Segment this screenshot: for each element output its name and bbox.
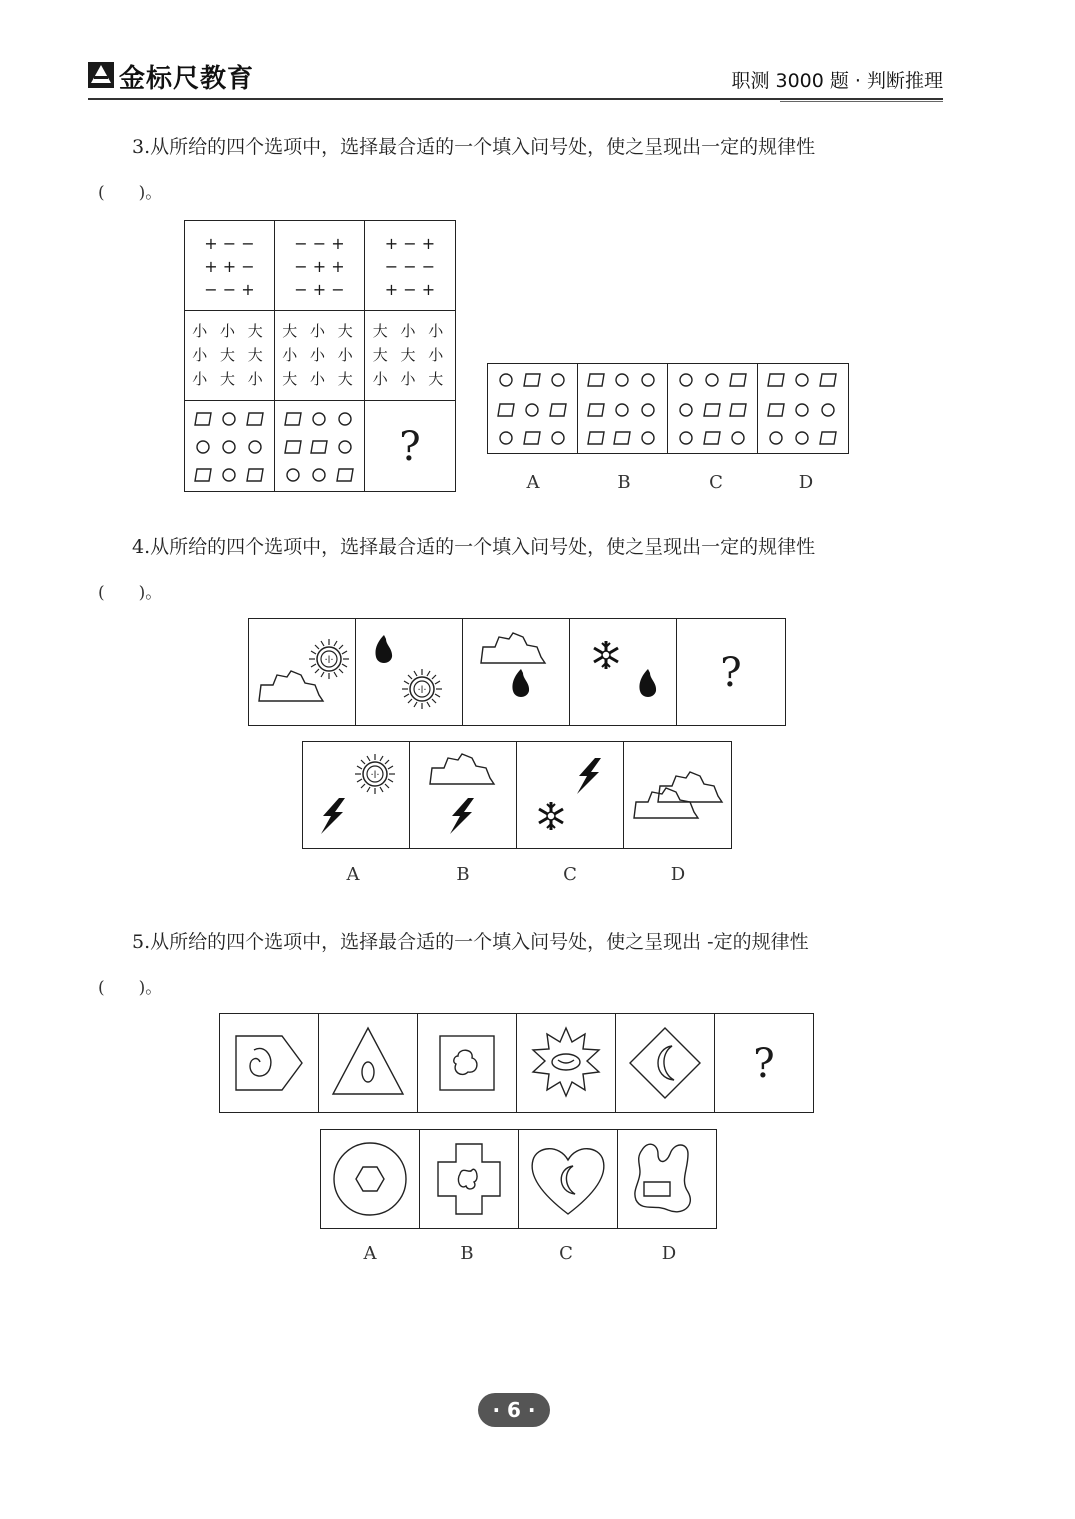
answer-blank[interactable]: ( )。 <box>98 583 163 603</box>
option-c-figure[interactable] <box>518 1129 618 1229</box>
grid-cell-sign: + − − + + − − − + <box>184 220 275 311</box>
header-divider <box>88 98 943 100</box>
grid-cell-shapes <box>274 400 365 492</box>
page-number: · 6 · <box>478 1393 550 1427</box>
answer-blank[interactable]: ( )。 <box>98 183 163 203</box>
option-d-figure[interactable] <box>623 741 732 849</box>
question-4-options <box>302 741 732 849</box>
stem-figure-4 <box>516 1013 616 1113</box>
question-3-options <box>487 363 849 454</box>
grid-cell-shapes <box>184 400 275 492</box>
option-c-figure[interactable] <box>516 741 624 849</box>
grid-cell-sign: + − + − − − + − + <box>364 220 456 311</box>
question-body: 从所给的四个选项中，选择最合适的一个填入问号处，使之呈现出 -定的规律性 <box>150 931 809 953</box>
option-d-label[interactable]: D <box>798 472 814 493</box>
stem-figure-2 <box>318 1013 418 1113</box>
book-title: 职测 3000 题 · 判断推理 <box>731 70 943 92</box>
option-d-label[interactable]: D <box>661 1243 677 1264</box>
option-d-figure[interactable] <box>757 363 849 454</box>
option-b-label[interactable]: B <box>456 864 470 885</box>
question-4-stem <box>248 618 786 726</box>
option-a-label[interactable]: A <box>526 472 540 493</box>
grid-cell-size: 大 小 小 大 大 小 小 小 大 <box>364 310 456 401</box>
option-a-label[interactable]: A <box>363 1243 377 1264</box>
stem-figure-3 <box>417 1013 517 1113</box>
question-body: 从所给的四个选项中，选择最合适的一个填入问号处，使之呈现出一定的规律性 <box>150 136 816 158</box>
option-d-label[interactable]: D <box>670 864 686 885</box>
option-a-figure[interactable] <box>487 363 578 454</box>
grid-cell-size: 大 小 大 小 小 小 大 小 大 <box>274 310 365 401</box>
question-5-options <box>320 1129 717 1229</box>
stem-figure-3 <box>462 618 570 726</box>
stem-figure-4 <box>569 618 677 726</box>
stem-figure-1 <box>219 1013 319 1113</box>
option-c-figure[interactable] <box>667 363 758 454</box>
option-b-figure[interactable] <box>409 741 517 849</box>
question-5-stem <box>219 1013 814 1113</box>
stem-figure-2 <box>355 618 463 726</box>
question-mark: ? <box>364 400 456 492</box>
question-3-text <box>132 136 815 159</box>
question-3-grid <box>184 220 456 492</box>
option-c-label[interactable]: C <box>709 472 723 493</box>
brand-logo-icon <box>88 62 114 88</box>
option-a-label[interactable]: A <box>346 864 360 885</box>
question-number: 3. <box>132 136 151 158</box>
question-body: 从所给的四个选项中，选择最合适的一个填入问号处，使之呈现出一定的规律性 <box>150 536 816 558</box>
question-4-text <box>132 536 815 559</box>
grid-cell-sign: − − + − + + − + − <box>274 220 365 311</box>
option-b-figure[interactable] <box>419 1129 519 1229</box>
question-number: 4. <box>132 536 151 558</box>
option-b-label[interactable]: B <box>617 472 631 493</box>
option-c-label[interactable]: C <box>563 864 577 885</box>
question-5-text <box>132 931 809 954</box>
question-mark: ? <box>676 618 786 726</box>
stem-figure-5 <box>615 1013 715 1113</box>
option-c-label[interactable]: C <box>559 1243 573 1264</box>
answer-blank[interactable]: ( )。 <box>98 978 163 998</box>
option-d-figure[interactable] <box>617 1129 717 1229</box>
question-number: 5. <box>132 931 151 953</box>
option-a-figure[interactable] <box>320 1129 420 1229</box>
stem-figure-1 <box>248 618 356 726</box>
option-b-label[interactable]: B <box>460 1243 474 1264</box>
question-mark: ? <box>714 1013 814 1113</box>
grid-cell-size: 小 小 大 小 大 大 小 大 小 <box>184 310 275 401</box>
option-a-figure[interactable] <box>302 741 410 849</box>
option-b-figure[interactable] <box>577 363 668 454</box>
header-divider-secondary <box>780 101 943 102</box>
brand-name: 金标尺教育 <box>119 64 255 94</box>
